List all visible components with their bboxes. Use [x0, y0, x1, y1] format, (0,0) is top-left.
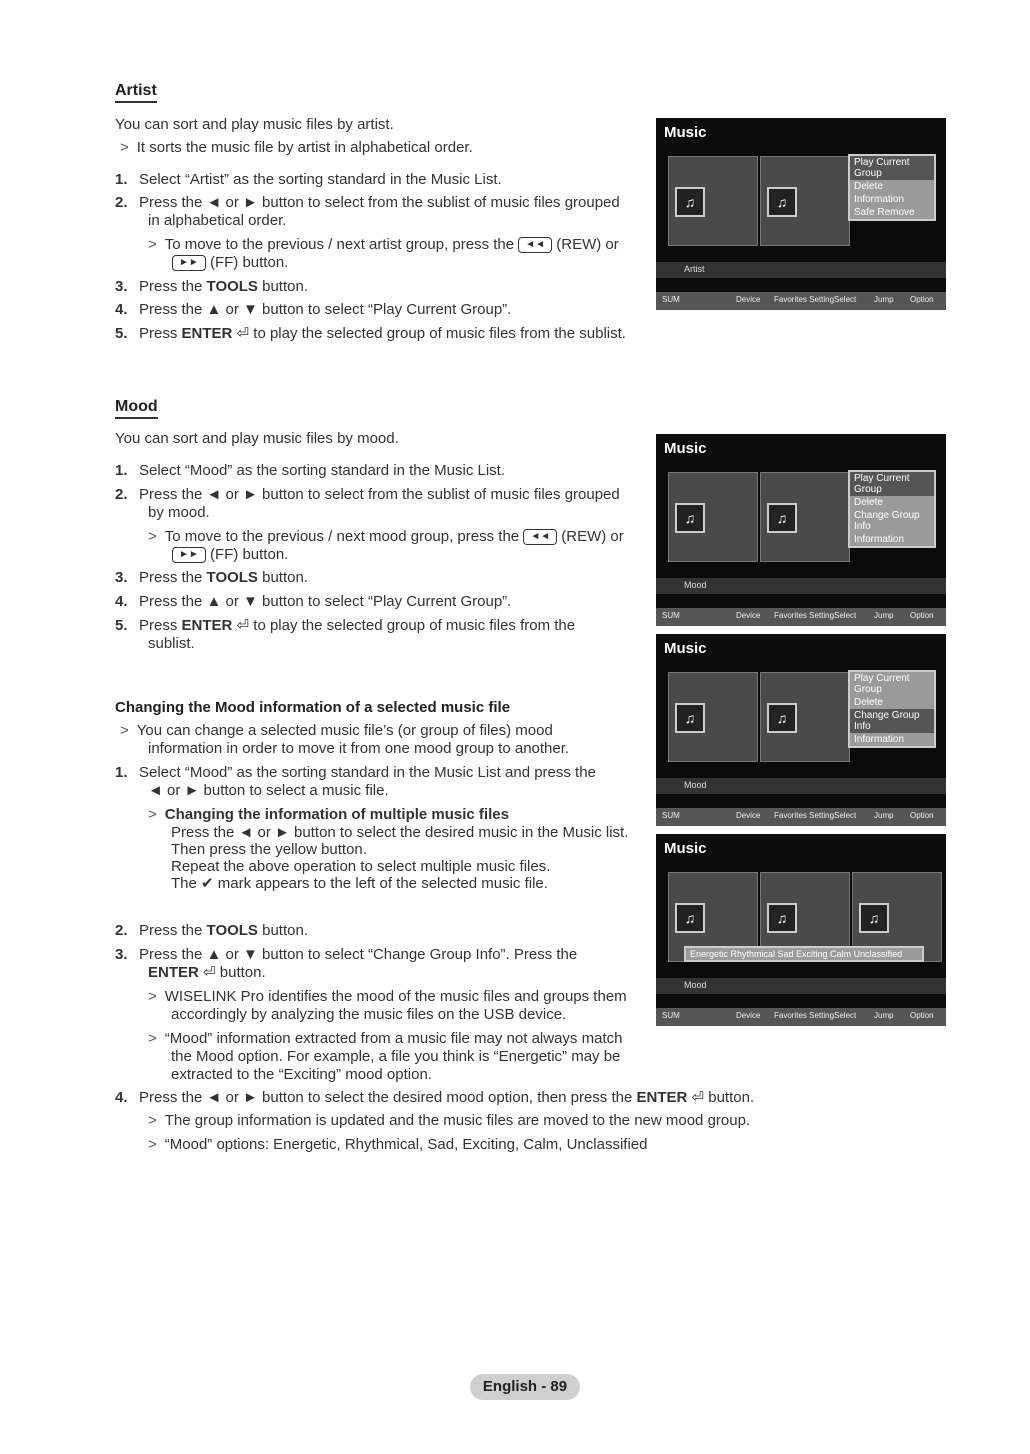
artist-step3: 3. Press the TOOLS button.	[115, 278, 308, 295]
ff-button-icon: ►►	[172, 255, 206, 271]
album-card	[760, 672, 850, 762]
menu-safe-remove[interactable]: Safe Remove	[854, 207, 915, 218]
menu-play-current-group[interactable]: Play Current Group	[850, 472, 934, 496]
sort-bar: Mood	[656, 778, 946, 794]
screen-title: Music	[664, 440, 707, 457]
mood-step1: 1. Select “Mood” as the sorting standard in the Music List.	[115, 462, 506, 479]
sort-bar: Artist	[656, 262, 946, 278]
music-note-icon: ♫	[675, 503, 705, 533]
music-note-icon: ♫	[767, 903, 797, 933]
tools-menu	[848, 470, 936, 548]
music-note-icon: ♫	[675, 703, 705, 733]
album-card	[668, 156, 758, 246]
menu-information[interactable]: Information	[854, 194, 905, 205]
artist-note: > It sorts the music file by artist in alphabetical order.	[120, 139, 473, 156]
enter-icon: ⏎	[236, 617, 250, 634]
mood-heading: Mood	[115, 398, 158, 419]
artist-step4: 4. Press the ▲ or ▼ button to select “Play Current Group”.	[115, 301, 512, 318]
mood-options-screen	[656, 834, 946, 1026]
album-card	[668, 672, 758, 762]
enter-icon: ⏎	[203, 964, 216, 981]
change-heading: Changing the Mood information of a selected music file	[115, 699, 511, 716]
screen-footer: SUM Device Favorites Setting Select Jump Option	[656, 1008, 946, 1026]
music-note-icon: ♫	[675, 903, 705, 933]
change-sub-line1: Press the ◄ or ► button to select the desired music in the Music list.	[171, 824, 629, 841]
artist-step2: 2. Press the ◄ or ► button to select from the sublist of music files grouped	[115, 194, 620, 211]
menu-change-group-info[interactable]: Change Group Info	[850, 709, 934, 733]
change-step4-note2: > “Mood” options: Energetic, Rhythmical, Sad, Exciting, Calm, Unclassified	[148, 1136, 648, 1153]
sort-bar: Mood	[656, 978, 946, 994]
mood-step5: 5. Press ENTER ⏎ to play the selected group of music files from the	[115, 617, 576, 634]
change-step1: 1. Select “Mood” as the sorting standard in the Music List and press the	[115, 764, 596, 781]
mood-step3: 3. Press the TOOLS button.	[115, 569, 308, 586]
menu-delete[interactable]: Delete	[854, 181, 883, 192]
mood-step4: 4. Press the ▲ or ▼ button to select “Play Current Group”.	[115, 593, 512, 610]
change-note: > You can change a selected music file’s (or group of files) mood	[120, 722, 553, 739]
change-sub-line2: Then press the yellow button.	[171, 841, 367, 858]
album-card	[668, 472, 758, 562]
mood-options-menu	[684, 946, 924, 962]
menu-information[interactable]: Information	[854, 534, 905, 545]
menu-play-current-group[interactable]: Play Current Group	[854, 673, 910, 695]
menu-delete[interactable]: Delete	[854, 497, 883, 508]
artist-step2-note: > To move to the previous / next artist group, press the ◄◄ (REW) or	[148, 236, 619, 253]
change-step1-cont: ◄ or ► button to select a music file.	[148, 782, 389, 799]
music-note-icon: ♫	[767, 703, 797, 733]
menu-delete[interactable]: Delete	[854, 697, 883, 708]
mood-step5-cont: sublist.	[148, 635, 195, 652]
mood-step2-note-cont: ►► (FF) button.	[172, 546, 288, 564]
music-note-icon: ♫	[675, 187, 705, 217]
album-card	[760, 156, 850, 246]
screen-title: Music	[664, 640, 707, 657]
change-step2: 2. Press the TOOLS button.	[115, 922, 308, 939]
mood-step2: 2. Press the ◄ or ► button to select from the sublist of music files grouped	[115, 486, 620, 503]
mood-step2-cont: by mood.	[148, 504, 210, 521]
music-note-icon: ♫	[767, 503, 797, 533]
page-number: English - 89	[470, 1374, 580, 1400]
change-step3-note2: > “Mood” information extracted from a music file may not always match	[148, 1030, 623, 1047]
tools-menu	[848, 154, 936, 221]
change-step4-note1: > The group information is updated and the music files are moved to the new mood group.	[148, 1112, 751, 1129]
tools-menu	[848, 670, 936, 748]
artist-step2-cont: in alphabetical order.	[148, 212, 287, 229]
mood-screen	[656, 434, 946, 626]
mood-change-screen	[656, 634, 946, 826]
mood-options-list[interactable]: Energetic Rhythmical Sad Exciting Calm Unclassified	[690, 949, 903, 959]
change-step3-note1-cont: accordingly by analyzing the music files on the USB device.	[171, 1006, 567, 1023]
artist-step5: 5. Press ENTER ⏎ to play the selected group of music files from the sublist.	[115, 325, 626, 342]
screen-footer: SUM Device Favorites Setting Select Jump Option	[656, 808, 946, 826]
menu-play-current-group[interactable]: Play Current Group	[850, 156, 934, 180]
change-step3-note1: > WISELINK Pro identifies the mood of the music files and groups them	[148, 988, 627, 1005]
ff-button-icon: ►►	[172, 547, 206, 563]
mood-intro: You can sort and play music files by mood.	[115, 430, 399, 447]
menu-change-group-info[interactable]: Change Group Info	[854, 510, 920, 532]
change-subheading: > Changing the information of multiple music files	[148, 806, 509, 823]
enter-icon: ⏎	[691, 1089, 705, 1106]
screen-footer: SUM Device Favorites Setting Select Jump Option	[656, 608, 946, 626]
change-sub-line3: Repeat the above operation to select multiple music files.	[171, 858, 551, 875]
change-step3-note2-cont: the Mood option. For example, a file you think is “Energetic” may be	[171, 1048, 621, 1065]
artist-step1: 1. Select “Artist” as the sorting standard in the Music List.	[115, 171, 502, 188]
rew-button-icon: ◄◄	[523, 529, 557, 545]
mood-step2-note: > To move to the previous / next mood group, press the ◄◄ (REW) or	[148, 528, 624, 545]
screen-footer: SUM Device Favorites Setting Select Jump Option	[656, 292, 946, 310]
change-step3-cont: ENTER ⏎ button.	[148, 964, 266, 981]
screen-title: Music	[664, 840, 707, 857]
change-step3-note2-cont2: extracted to the “Exciting” mood option.	[171, 1066, 432, 1083]
rew-button-icon: ◄◄	[518, 237, 552, 253]
change-note-cont: information in order to move it from one mood group to another.	[148, 740, 570, 757]
sort-bar: Mood	[656, 578, 946, 594]
change-step3: 3. Press the ▲ or ▼ button to select “Change Group Info”. Press the	[115, 946, 578, 963]
menu-information[interactable]: Information	[854, 734, 905, 745]
artist-step2-note-cont: ►► (FF) button.	[172, 254, 288, 272]
artist-screen	[656, 118, 946, 310]
change-step4: 4. Press the ◄ or ► button to select the desired mood option, then press the ENTER ⏎ button.	[115, 1089, 755, 1106]
music-note-icon: ♫	[859, 903, 889, 933]
enter-icon: ⏎	[236, 325, 250, 342]
music-note-icon: ♫	[767, 187, 797, 217]
artist-intro: You can sort and play music files by artist.	[115, 116, 394, 133]
screen-title: Music	[664, 124, 707, 141]
change-sub-line4: The ✔ mark appears to the left of the selected music file.	[171, 875, 548, 892]
album-card	[760, 472, 850, 562]
artist-heading: Artist	[115, 82, 157, 103]
